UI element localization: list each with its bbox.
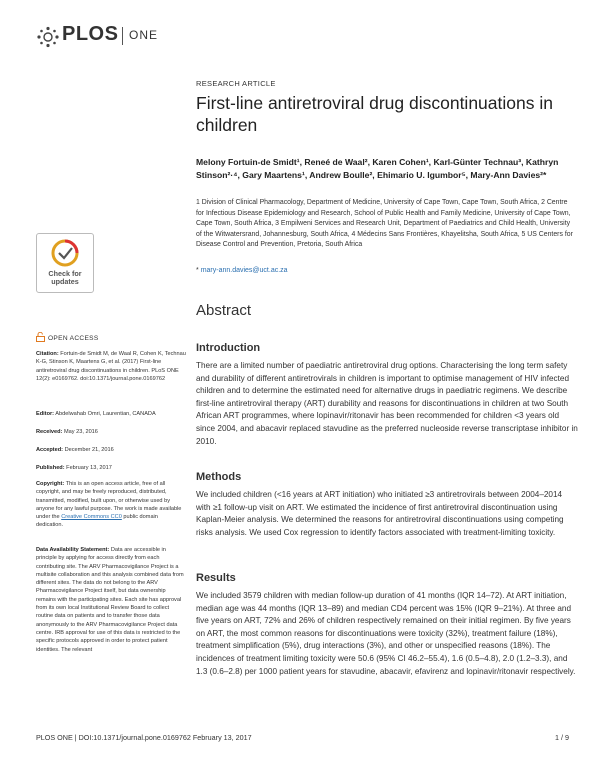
article-type: RESEARCH ARTICLE (196, 79, 276, 88)
author-list: Melony Fortuin-de Smidt¹, Reneé de Waal², Karen Cohen¹, Karl-Günter Technau³, Kathryn Stinson²·⁴, Gary Maartens¹, Andrew Boulle², Ehimario U. Igumbor⁵, Mary-Ann Davies²* (196, 157, 559, 180)
introduction-text: There are a limited number of paediatric antiretroviral drug options. Characterising the long term safety and durability of different antiretrovirals in children is important to optimise management of HIV infected children and to determine the estimated need for alternative drugs in paediatric regimens. We describe first-line antiretroviral therapy (ART) durability and reasons for discontinuations in children at two South African ART programmes, where lopinavir/ritonavir has been recommended for children <3 years old since 2004, and abacavir replaced stavudine as the preferred nucleoside reverse transcriptase inhibitor in 2010. (196, 361, 578, 446)
email-link[interactable]: mary-ann.davies@uct.ac.za (200, 267, 288, 274)
data-availability-block: Data Availability Statement: Data are accessible in principle by applying for access directly from each contributing site. The ARV Pharmacovigilance Project is a multisite collaboration and this analysis combined data from different sites. The data do not belong to the ARV Pharmacovigilance Project itself, but data ownership remains with the participating sites. Each site has approval from its own local Institutional Review Board to collect routine data on patients and to transfer those data anonymously to the ARV Pharmacovigilance Project data centre. IRB approval for use of this data is restricted to the specific protocols approved in order to protect patient identities. The relevant (36, 547, 184, 653)
open-lock-icon (36, 332, 45, 342)
methods-heading: Methods (196, 471, 242, 483)
check-updates-label: Check for updates (48, 269, 82, 286)
results-heading: Results (196, 572, 236, 584)
introduction-heading: Introduction (196, 342, 261, 354)
results-text: We included 3579 children with median follow-up duration of 41 months (IQR 14–72). At ART initiation, median age was 44 months (IQR 13–89) and median CD4 percent was 15% (IQR 9–21%). At three and five years on ART, 72% and 26% of children respectively remained on their initial regimen. By five years on ART, the most common reasons for discontinuations were toxicity (32%), treatment failure (18%), treatment simplification (5%), drug interactions (3%), and other or unspecified reasons (18%). The incidences of treatment limiting toxicity were 50.6 (95% CI 46.2–55.4), 1.6 (0.5–4.8), 2.0 (1.2–3.3), and 1.3 (0.6–2.8) per 1000 patient years for stavudine, abacavir, efavirenz and lopinavir/ritonavir respectively. (196, 591, 576, 676)
article-title: First-line antiretroviral drug discontinuations in children (196, 93, 553, 135)
plos-dots-icon (36, 26, 60, 48)
methods-text: We included children (<16 years at ART initiation) who initiated ≥3 antiretrovirals between 2004–2014 with ≥1 follow-up visit on ART. We estimated the incidence of first antiretroviral discontinuation using Kaplan-Meier analysis. We determined the reasons for antiretroviral discontinuations using competing risks analysis. We used Cox regression to identify factors associated with treatment-limiting toxicity. (196, 490, 564, 537)
affiliations: 1 Division of Clinical Pharmacology, Department of Medicine, University of Cape Town, Cape Town, South Africa, 2 Centre for Infectious Disease Epidemiology and Research, School of Public Health and Family Medicine, University of Cape Town, Cape Town, South Africa, 3 Empilweni Services and Research Unit, Department of Paediatrics and Child Health, University of the Witwatersrand, Johannesburg, South Africa, 4 Médecins Sans Frontières, Khayelitsha, South Africa, 5 US Centers for Disease Control and Prevention, Pretoria, South Africa (196, 199, 573, 248)
open-access-badge: OPEN ACCESS (36, 332, 99, 342)
page-footer: PLOS ONE | DOI:10.1371/journal.pone.0169762 February 13, 2017 (36, 733, 252, 742)
received-block: Received: May 23, 2016 (36, 429, 98, 435)
accepted-block: Accepted: December 21, 2016 (36, 447, 114, 453)
logo-plos: PLOS (62, 23, 119, 45)
published-block: Published: February 13, 2017 (36, 465, 112, 471)
abstract-heading: Abstract (196, 302, 252, 319)
corresponding-email (196, 267, 288, 274)
plos-one-logo (36, 22, 166, 52)
citation-block: Citation: Fortuin-de Smidt M, de Waal R, Cohen K, Technau K-G, Stinson K, Maartens G, et al. (2017) First-line antiretroviral drug discontinuations in children. PLoS ONE 12(2): e0169762. doi:10.1371/journal.pone.0169762 (36, 351, 186, 382)
copyright-block: Copyright: This is an open access article, free of all copyright, and may be freely reproduced, distributed, transmitted, modified, built upon, or otherwise used by anyone for any lawful purpose. The work is made available under the Creative Commons CC0 public domain dedication. (36, 481, 182, 529)
check-updates-icon (51, 239, 79, 267)
creative-commons-link[interactable]: Creative Commons CC0 (61, 514, 122, 521)
check-for-updates-button[interactable] (36, 233, 94, 293)
email-star: * (196, 267, 199, 274)
page-number: 1 / 9 (555, 733, 569, 742)
logo-one: ONE (129, 28, 159, 42)
editor-block: Editor: Abdelwahab Omri, Laurentian, CANADA (36, 411, 156, 417)
logo-separator (122, 27, 123, 45)
